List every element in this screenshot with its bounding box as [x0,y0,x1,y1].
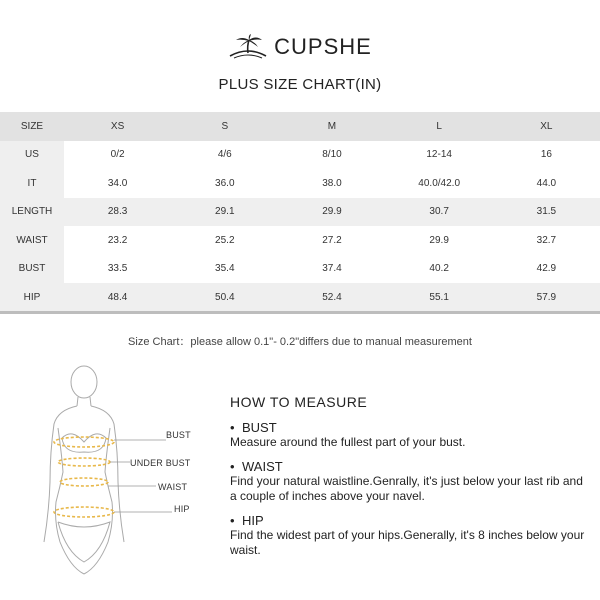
row-label: WAIST [0,226,64,255]
bullet-icon: • [230,459,235,474]
table-cell: 28.3 [64,198,171,227]
table-cell: 33.5 [107,263,128,275]
underbust-measure-line [58,458,110,466]
figure-label-bust: BUST [166,430,191,440]
table-cell: 4/6 [217,149,232,161]
table-cell: 29.1 [171,198,278,227]
table-cell: 36.0 [215,177,235,189]
table-cell: 30.7 [386,198,493,227]
table-cell: 23.2 [107,234,128,246]
header-cell: S [171,112,278,141]
row-label: HIP [0,283,64,312]
table-cell: 48.4 [64,283,171,312]
table-cell: 57.9 [493,283,600,312]
measure-item-bust [230,420,590,450]
table-cell: 32.7 [536,234,557,246]
measure-item-name: HIP [242,513,264,528]
table-cell: 40.2 [429,263,449,275]
brand-header [0,34,600,60]
figure-label-under-bust: UNDER BUST [130,458,191,468]
body-measure-figure [36,362,196,592]
table-row [0,198,600,227]
chart-title: PLUS SIZE CHART(IN) [218,76,382,93]
measure-item-name: WAIST [242,459,283,474]
table-cell: 38.0 [322,177,342,189]
table-cell: 29.9 [429,234,449,246]
table-cell: 29.9 [278,198,385,227]
waist-measure-line [60,478,108,486]
table-cell: 35.4 [215,263,235,275]
table-cell: 44.0 [536,177,557,189]
measure-item-desc: Measure around the fullest part of your bust. [230,435,466,449]
table-cell: 31.5 [493,198,600,227]
table-cell: 0/2 [110,149,125,161]
palm-tree-island-icon [228,34,268,60]
table-cell: 16 [540,149,552,161]
row-label: BUST [0,255,64,284]
measurement-note: Size Chart：please allow 0.1"- 0.2"differs due to manual measurement [128,336,472,348]
row-label: US [0,141,64,170]
table-cell: 34.0 [107,177,128,189]
bullet-icon: • [230,420,235,435]
figure-label-hip: HIP [174,504,190,514]
header-cell: SIZE [0,112,64,141]
table-cell: 52.4 [278,283,385,312]
table-row [0,169,600,198]
measure-item-desc: Find your natural waistline.Genrally, it's just below your last rib and a couple of inches above your navel. [230,474,583,503]
table-row [0,226,600,255]
table-cell: 25.2 [215,234,235,246]
table-row [0,283,600,312]
size-chart-table [0,112,600,312]
header-cell: XS [64,112,171,141]
hip-measure-line [54,507,114,517]
header-cell: L [386,112,493,141]
measure-item-name: BUST [242,420,277,435]
table-cell: 37.4 [322,263,342,275]
header-cell: XL [493,112,600,141]
bullet-icon: • [230,513,235,528]
body-silhouette-icon [36,362,196,592]
table-cell: 55.1 [386,283,493,312]
measure-item-desc: Find the widest part of your hips.Generally, it's 8 inches below your waist. [230,528,585,557]
table-row [0,255,600,284]
brand-name: CUPSHE [274,34,372,59]
row-label: LENGTH [0,198,64,227]
figure-label-waist: WAIST [158,482,188,492]
table-cell: 42.9 [536,263,557,275]
how-to-measure [230,394,590,567]
table-cell: 27.2 [322,234,342,246]
table-row [0,141,600,170]
table-cell: 40.0/42.0 [418,177,461,189]
header-cell: M [278,112,385,141]
how-to-measure-title: HOW TO MEASURE [230,394,368,410]
table-cell: 8/10 [322,149,342,161]
row-label: IT [0,169,64,198]
table-bottom-rule [0,311,600,314]
table-cell: 12-14 [426,149,452,161]
measure-item-waist [230,459,590,504]
table-cell: 50.4 [171,283,278,312]
measure-item-hip [230,513,590,558]
table-header-row [0,112,600,141]
